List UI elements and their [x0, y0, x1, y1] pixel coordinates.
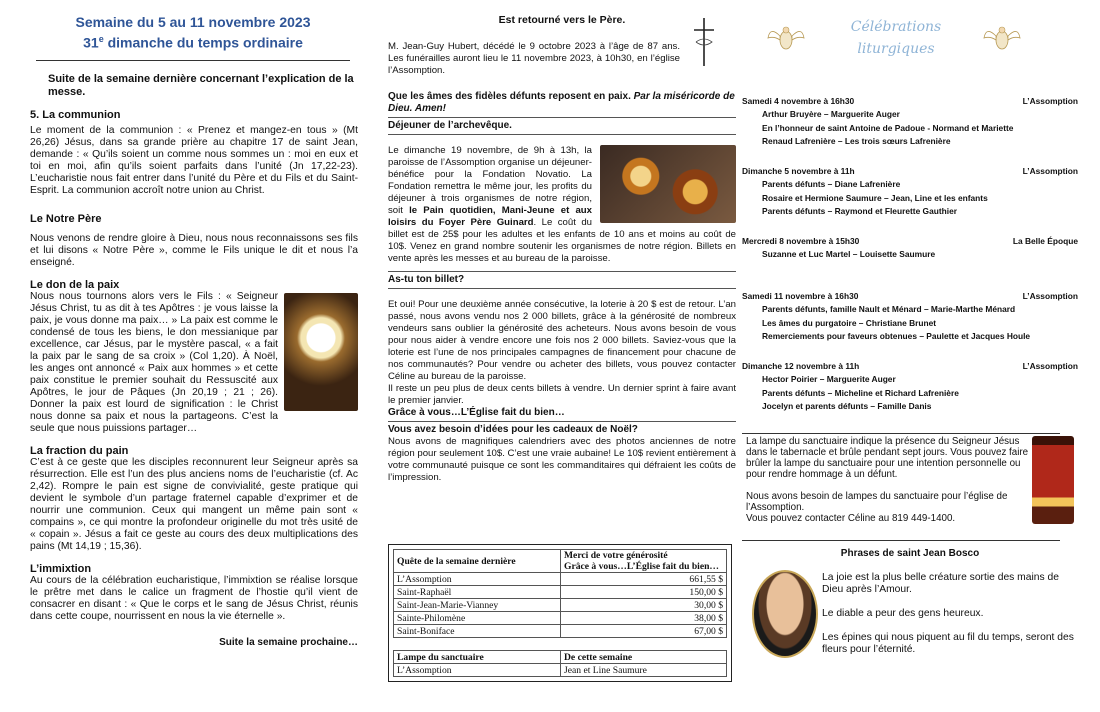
divider [388, 288, 736, 289]
sanctuary-lamp-image [1032, 436, 1074, 524]
divider [388, 134, 736, 135]
week-title: Semaine du 5 au 11 novembre 2023 [75, 14, 311, 30]
lamp-contact: Vous pouvez contacter Céline au 819 449-1400. [746, 513, 956, 524]
intention: Renaud Lafrenière – Les trois sœurs Lafrenière [762, 136, 951, 147]
intention: En l’honneur de saint Antoine de Padoue - Normand et Mariette [762, 122, 1014, 133]
section-text-fraction: C’est à ce geste que les disciples reconnurent leur Seigneur après sa résurrection. Elle est l’un des plus anciens noms de l’eucharistie (cf. Ac 2,42). Rompre le pain est signe de convivialité, geste pratique qui devient le symbole d’un partage fraternel capable d’exprimer et de nourrir une communion. Ceux qui mangent un même pain sont « compains », ce qui montre la profondeur originelle du mot très usité de « copain ». Jésus a fait ce geste au cours des deux multiplications des pains (Mt 14,19 ; 15,36). [30, 456, 358, 552]
section-text-paix-wrap [30, 291, 358, 435]
celebration-block [742, 290, 1078, 344]
bosco-title: Phrases de saint Jean Bosco [840, 548, 980, 559]
sunday-title: 31e dimanche du temps ordinaire [83, 34, 303, 51]
celebrations-title: Célébrations liturgiques [850, 19, 942, 57]
divider [388, 117, 736, 118]
divider [36, 60, 350, 61]
intention: Parents défunts – Micheline et Richard Lafrenière [762, 387, 959, 398]
eucharist-host-image [284, 293, 358, 411]
table-header-row: Lampe du sanctuaire De cette semaine [394, 651, 727, 664]
cross-icon [690, 16, 718, 68]
section-heading-notre-pere: Le Notre Père [30, 212, 102, 225]
celebration-block [742, 165, 1078, 219]
section-heading-immixtion: L’immixtion [30, 562, 92, 575]
brunch-title: Déjeuner de l’archevêque. [388, 120, 512, 131]
collection-table-box [388, 544, 732, 682]
section-text-paix: Nous nous tournons alors vers le Fils : « Seigneur Jésus Christ, tu as dit à tes Apôtres : je vous laisse la paix, je vous donne ma paix… » La paix est comme le condensé de tous les biens, le don messianique par excellence, car Jésus, par le mystère pascal, « a fait la paix par le sang de sa croix » (Col 1,20). À Noël, les anges ont annoncé « Paix aux hommes » et cette paix constitue le premier souhait du Ressuscité aux Apôtres, le jour de Pâques (Jn 20,19 ; 21 ; 26). Donner la paix est lourd de signification : le Christ nous donne sa paix et nous la partageons. C’est la seule que nous puissions partager… [30, 290, 278, 434]
quote: Les épines qui nous piquent au fil du temps, seront des fleurs pour l’éternité. [822, 632, 1074, 655]
gift-title: Vous avez besoin d’idées pour les cadeaux de Noël? [388, 424, 638, 435]
divider [742, 433, 1060, 434]
table-spacer [394, 638, 727, 651]
saint-jean-bosco-portrait [752, 570, 818, 658]
table-row: Saint-Boniface 67,00 $ [394, 625, 727, 638]
column-middle [388, 0, 736, 676]
section-heading-fraction: La fraction du pain [30, 444, 129, 457]
celebration-header: Dimanche 12 novembre à 11h L’Assomption [742, 361, 1078, 371]
intro-text: Suite de la semaine dernière concernant l’explication de la messe. [48, 72, 354, 98]
section-text-communion: Le moment de la communion : « Prenez et mangez-en tous » (Mt 26,26) Jésus, dans sa grande prière au chapitre 17 de saint Jean, demande : « Qu’ils soient un comme nous sommes un : moi en eux et toi en moi, afin qu’ils soient parfaits dans l’unité (Jn 17,22-23). L’eucharistie nous fait entrer dans l’unité du Père et du Fils et du Saint-Esprit. La communion accroît notre union au Christ. [30, 124, 358, 196]
quote: La joie est la plus belle créature sortie des mains de Dieu après l’Amour. [822, 572, 1059, 595]
divider [742, 540, 1060, 541]
quote: Le diable a peur des gens heureux. [822, 608, 984, 619]
celebration-block [742, 235, 1078, 262]
angel-icon [982, 22, 1022, 52]
intention: Jocelyn et parents défunts – Famille Danis [762, 401, 932, 412]
column-left [28, 0, 358, 648]
continued-note: Suite la semaine prochaine… [219, 636, 358, 648]
brunch-photo [600, 145, 736, 223]
bosco-quotes [822, 572, 1076, 656]
celebration-header: Dimanche 5 novembre à 11h L’Assomption [742, 166, 1078, 176]
section-text-notre-pere: Nous venons de rendre gloire à Dieu, nous nous reconnaissons ses fils et lui disons « Notre Père », comme le Fils unique le dit et nous l’a enseigné. [30, 232, 358, 268]
obituary-text: M. Jean-Guy Hubert, décédé le 9 octobre 2023 à l’âge de 87 ans. Les funérailles auront lieu le 11 novembre 2023, à 10h30, en l’église l’Assomption. [388, 41, 680, 76]
lottery-text-2: Il reste un peu plus de deux cents billets à vendre. Un dernier sprint à faire avant le premier janvier. [388, 383, 736, 406]
intention: Rosaire et Hermione Saumure – Jean, Line et les enfants [762, 192, 988, 203]
celebration-header: Mercredi 8 novembre à 15h30 La Belle Époque [742, 236, 1078, 246]
lottery-title: As-tu ton billet? [388, 274, 465, 285]
intention: Hector Poirier – Marguerite Auger [762, 374, 896, 385]
celebration-block [742, 95, 1078, 149]
table-row: L’Assomption Jean et Line Saumure [394, 664, 727, 677]
lottery-text: Et oui! Pour une deuxième année consécutive, la loterie à 20 $ est de retour. L’an passé, nous avons vendu nos 2 000 billets, grâce à la générosité de nombreux vendeurs sans oublier la générosité des acheteurs. Nous avons besoin de vous pour nous aider à vendre encore une fois nos 2 000 billets. Saviez-vous que la loterie est l’une de nos principales campagnes de financement pour chacune de nos communautés? Pour vendre ou acheter des billets, vous pouvez contacter Céline au bureau de la paroisse. [388, 299, 736, 382]
lottery-thanks: Grâce à vous…L’Église fait du bien… [388, 407, 565, 418]
table-row: L’Assomption 661,55 $ [394, 573, 727, 586]
obituary-title: Est retourné vers le Père. [498, 14, 626, 26]
table-header: Merci de votre générosité Grâce à vous…L’Église fait du bien… [561, 550, 727, 573]
intention: Suzanne et Luc Martel – Louisette Saumure [762, 249, 936, 260]
intention: Remerciements pour faveurs obtenues – Paulette et Jacques Houle [762, 331, 1031, 342]
section-text-immixtion: Au cours de la célébration eucharistique, l’immixtion se réalise lorsque le prêtre met dans le calice un fragment de l’hostie qu’il vient de consacrer en disant : « Que le corps et le sang de Jésus Christ, réunis dans cette coupe, nourrissent en nous la vie éternelle ». [30, 574, 358, 622]
section-heading-paix: Le don de la paix [30, 278, 120, 291]
brunch-text: Le dimanche 19 novembre, de 9h à 13h, la paroisse de l’Assomption organise un déjeuner-bénéfice pour la Fondation Novatio. La Fondation remettra le même jour, les profits du déjeuner à trois organismes de notre région, soit le Pain quotidien, Mani-Jeune et aux loisirs du Foyer Père Guinard. Le coût du billet est de 25$ pour les adultes et les enfants de 10 ans et moins au coût de 10$. Venez en grand nombre soutenir les organismes de notre région. Billets en vente après les messes et au bureau de la paroisse. [388, 145, 736, 264]
section-heading-communion: 5. La communion [30, 108, 121, 121]
intention: Parents défunts – Raymond et Fleurette Gauthier [762, 206, 957, 217]
intention: Les âmes du purgatoire – Christiane Brunet [762, 317, 937, 328]
lamp-text: La lampe du sanctuaire indique la présence du Seigneur Jésus dans le tabernacle et brûle pendant sept jours. Vous pouvez faire brûler la lampe du sanctuaire pour une intention personnelle ou pour rendre hommage à un défunt. [746, 436, 1029, 480]
table-row: Saint-Raphaël 150,00 $ [394, 586, 727, 599]
table-row: Sainte-Philomène 38,00 $ [394, 612, 727, 625]
collection-table [393, 549, 727, 677]
intention: Arthur Bruyère – Marguerite Auger [762, 109, 900, 120]
divider [388, 421, 736, 422]
table-row: Saint-Jean-Marie-Vianney 30,00 $ [394, 599, 727, 612]
prayer-text: Que les âmes des fidèles défunts reposent en paix. Par la miséricorde de Dieu. Amen! [388, 91, 735, 114]
angel-icon [766, 22, 806, 52]
celebration-header: Samedi 11 novembre à 16h30 L’Assomption [742, 291, 1078, 301]
intention: Parents défunts – Diane Lafrenière [762, 179, 901, 190]
gift-text: Nous avons de magnifiques calendriers avec des photos anciennes de notre région pour seulement 10$. C’est une vraie aubaine! Le 10$ revient entièrement à votre communauté puisque ce sont les commanditaires qui défraient les coûts de l’impression. [388, 436, 736, 483]
divider [388, 271, 736, 272]
intention: Parents défunts, famille Nault et Ménard – Marie-Marthe Ménard [762, 304, 1016, 315]
lamp-section [746, 436, 1032, 524]
table-header: Quête de la semaine dernière [394, 550, 561, 573]
table-header-row [394, 550, 727, 573]
celebration-header: Samedi 4 novembre à 16h30 L’Assomption [742, 96, 1078, 106]
lamp-text-2: Nous avons besoin de lampes du sanctuaire pour l’église de l’Assomption. [746, 491, 1008, 513]
bulletin-title [28, 14, 358, 52]
celebration-block [742, 360, 1078, 414]
